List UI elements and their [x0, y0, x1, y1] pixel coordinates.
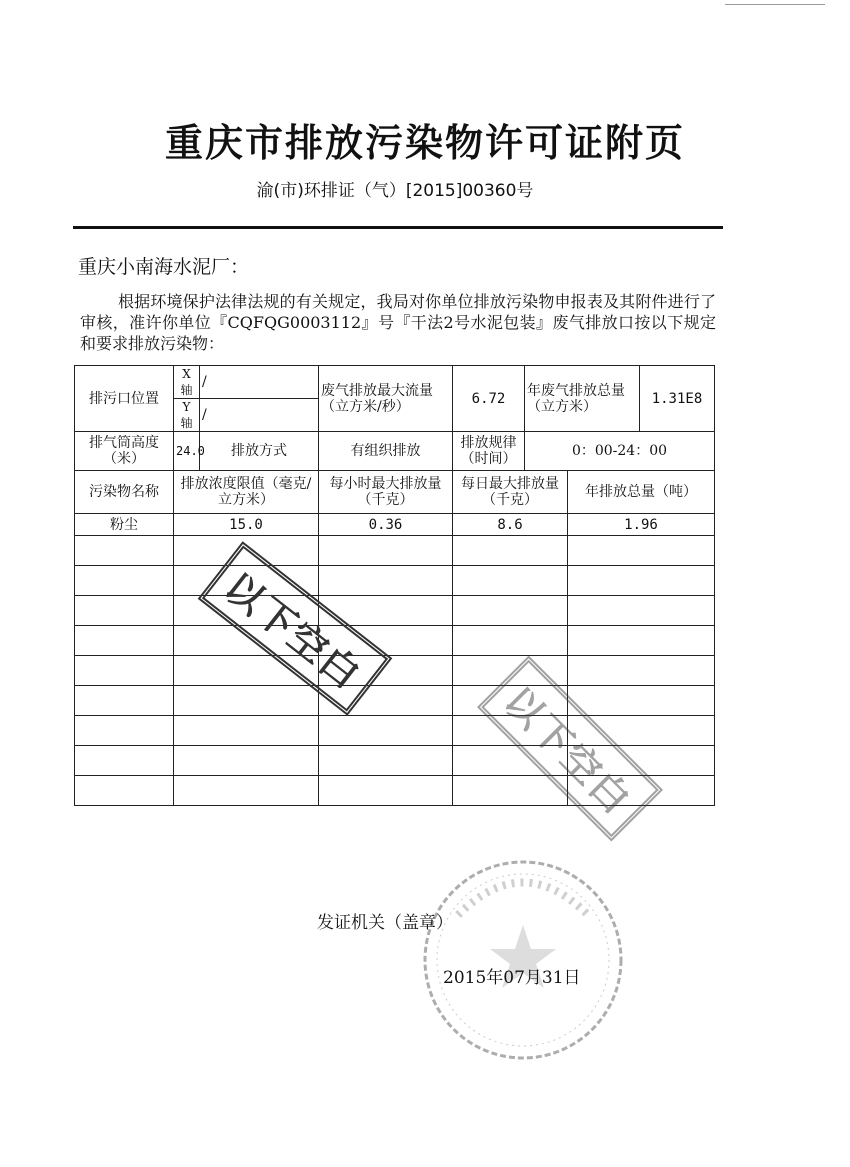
annual-total-value: 1.31E8 [640, 366, 715, 432]
annual-value: 1.96 [568, 514, 715, 536]
stack-height-label: 排气筒高度（米） [75, 432, 174, 471]
max-flow-value: 6.72 [453, 366, 525, 432]
col-header-pollutant: 污染物名称 [75, 471, 174, 514]
addressee: 重庆小南海水泥厂： [78, 256, 250, 278]
x-axis-label: X 轴 [174, 366, 200, 399]
method-label: 排放方式 [200, 432, 319, 471]
x-axis-value: / [200, 366, 319, 399]
header-divider [73, 226, 723, 229]
table-row [75, 514, 715, 536]
method-value: 有组织排放 [319, 432, 453, 471]
schedule-label: 排放规律（时间） [453, 432, 525, 471]
y-axis-label: Y 轴 [174, 399, 200, 432]
official-seal-icon [418, 855, 628, 1065]
corner-scan-line [725, 4, 825, 5]
issuer-label: 发证机关（盖章） [317, 913, 453, 933]
annual-total-label: 年废气排放总量（立方米） [525, 366, 640, 432]
permit-body-text: 根据环境保护法律法规的有关规定，我局对你单位排放污染物申报表及其附件进行了审核，准许你单位『CQFQG0003112』号『干法2号水泥包装』废气排放口按以下规定和要求排放污染物： [80, 292, 716, 353]
empty-row [75, 566, 715, 596]
empty-row [75, 596, 715, 626]
hourly-value: 0.36 [319, 514, 453, 536]
max-flow-label: 废气排放最大流量（立方米/秒） [319, 366, 453, 432]
empty-row [75, 716, 715, 746]
blank-below-stamp-faded: 以下空白 [477, 656, 663, 842]
issue-date: 2015年07月31日 [443, 968, 581, 988]
permit-table [74, 365, 715, 806]
col-header-hourly: 每小时最大排放量（千克） [319, 471, 453, 514]
empty-row [75, 656, 715, 686]
permit-number: 渝(市)环排证（气）[2015]00360号 [256, 181, 534, 201]
col-header-daily: 每日最大排放量（千克） [453, 471, 568, 514]
col-header-concentration: 排放浓度限值（毫克/立方米） [174, 471, 319, 514]
y-axis-value: / [200, 399, 319, 432]
document-title: 重庆市排放污染物许可证附页 [164, 121, 685, 165]
col-header-annual: 年排放总量（吨） [568, 471, 715, 514]
pollutant-name: 粉尘 [75, 514, 174, 536]
empty-row [75, 536, 715, 566]
stack-height-value: 24.0 [174, 432, 200, 471]
schedule-value: 0：00-24：00 [525, 432, 715, 471]
empty-row [75, 626, 715, 656]
empty-row [75, 686, 715, 716]
blank-below-stamp: 以下空白 [198, 541, 393, 716]
daily-value: 8.6 [453, 514, 568, 536]
concentration-value: 15.0 [174, 514, 319, 536]
location-label: 排污口位置 [75, 366, 174, 432]
